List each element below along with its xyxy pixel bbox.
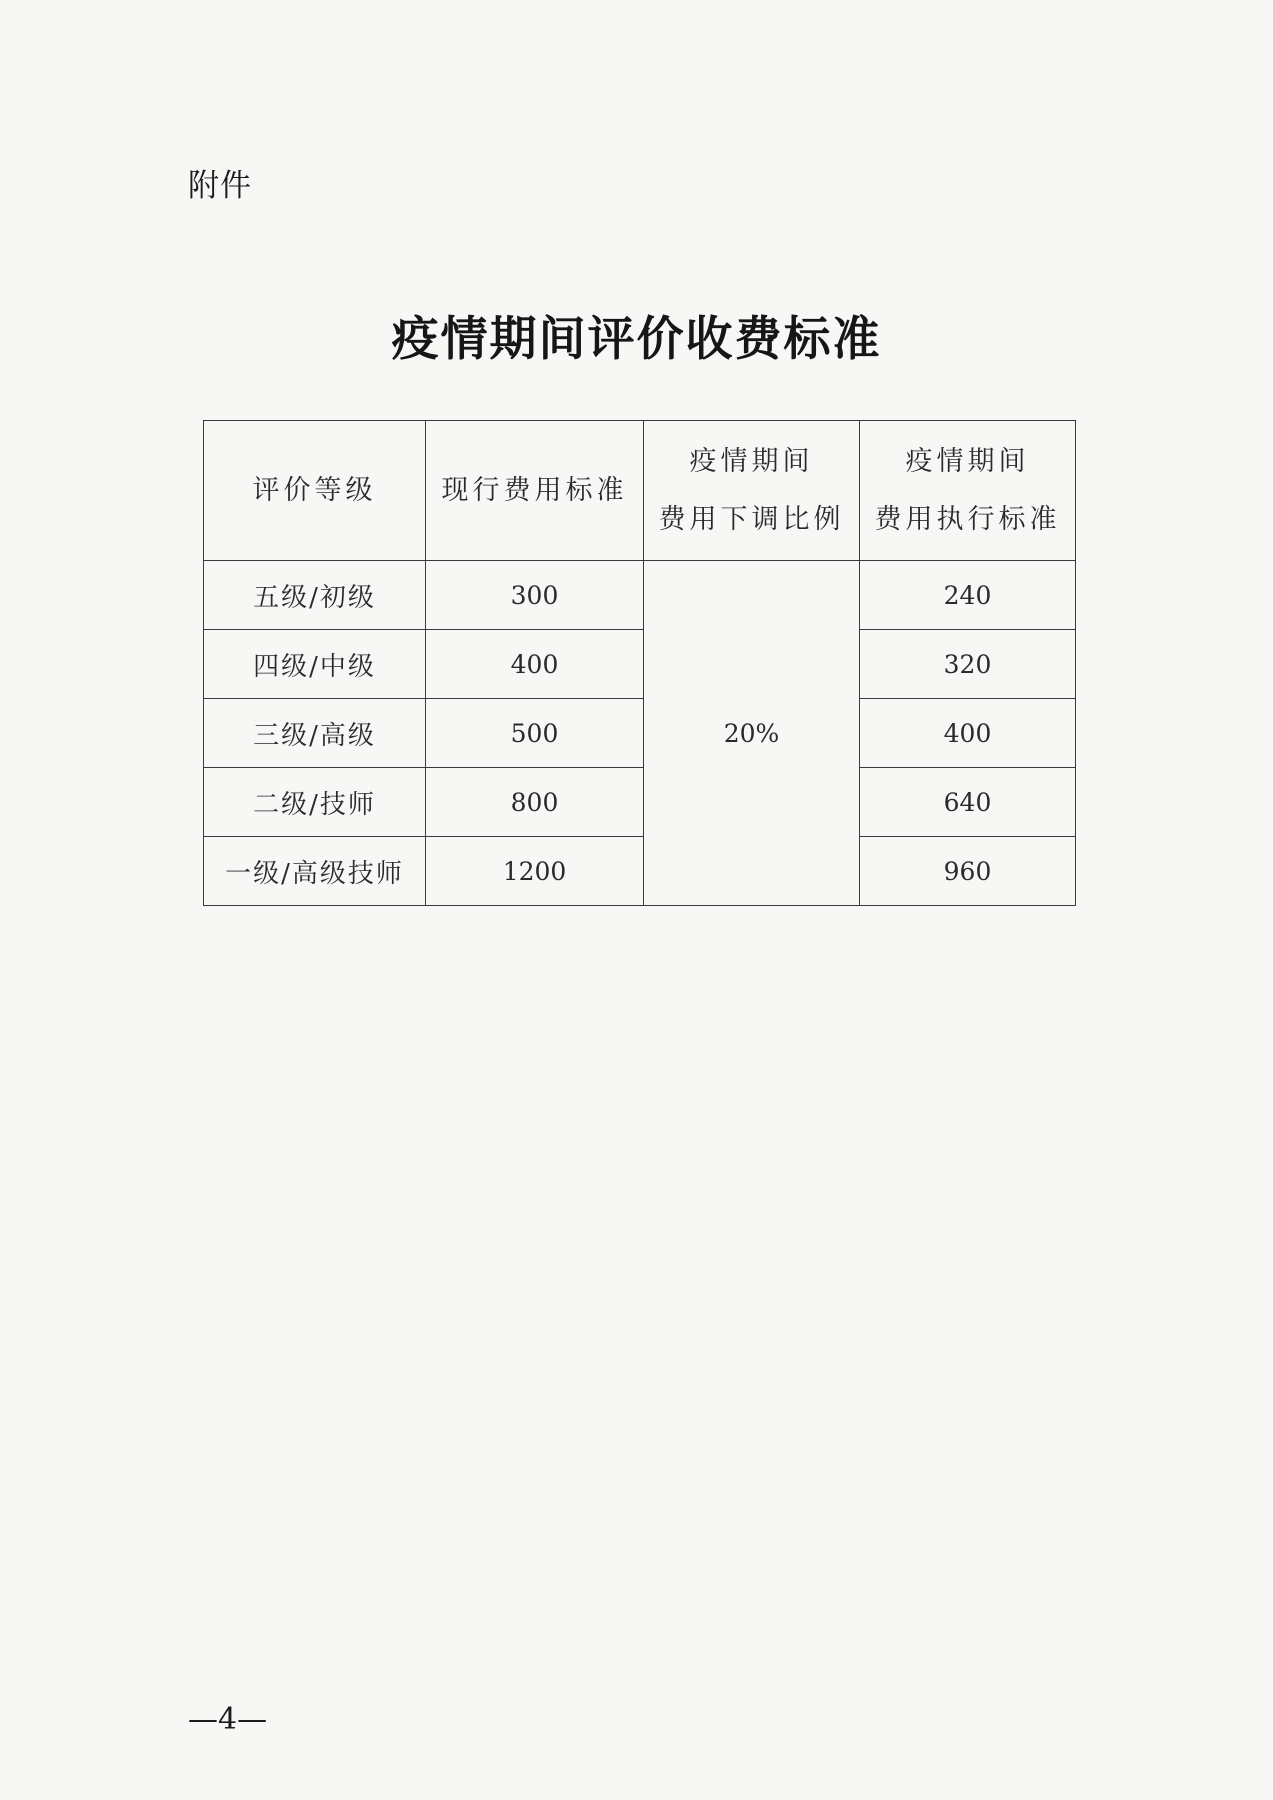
table-row <box>204 561 1076 630</box>
cell-reduction-ratio: 20% <box>644 561 860 906</box>
header-current-fee: 现行费用标准 <box>426 421 644 561</box>
cell-level: 一级/高级技师 <box>204 837 426 906</box>
table-header-row <box>204 421 1076 561</box>
cell-pandemic-fee: 400 <box>860 699 1076 768</box>
cell-current-fee: 300 <box>426 561 644 630</box>
cell-level: 二级/技师 <box>204 768 426 837</box>
cell-current-fee: 500 <box>426 699 644 768</box>
cell-current-fee: 1200 <box>426 837 644 906</box>
table-row <box>204 768 1076 837</box>
attachment-label: 附件 <box>188 168 252 204</box>
table-row <box>204 837 1076 906</box>
table-row <box>204 630 1076 699</box>
fee-standard-table <box>203 420 1076 906</box>
cell-pandemic-fee: 640 <box>860 768 1076 837</box>
cell-current-fee: 400 <box>426 630 644 699</box>
header-level: 评价等级 <box>204 421 426 561</box>
table-row <box>204 699 1076 768</box>
header-pandemic-fee: 疫情期间 费用执行标准 <box>860 421 1076 561</box>
cell-pandemic-fee: 960 <box>860 837 1076 906</box>
cell-pandemic-fee: 240 <box>860 561 1076 630</box>
cell-pandemic-fee: 320 <box>860 630 1076 699</box>
page-number: —4— <box>188 1702 268 1737</box>
cell-level: 五级/初级 <box>204 561 426 630</box>
document-title: 疫情期间评价收费标准 <box>391 312 882 367</box>
header-reduction-ratio: 疫情期间 费用下调比例 <box>644 421 860 561</box>
cell-current-fee: 800 <box>426 768 644 837</box>
cell-level: 四级/中级 <box>204 630 426 699</box>
cell-level: 三级/高级 <box>204 699 426 768</box>
